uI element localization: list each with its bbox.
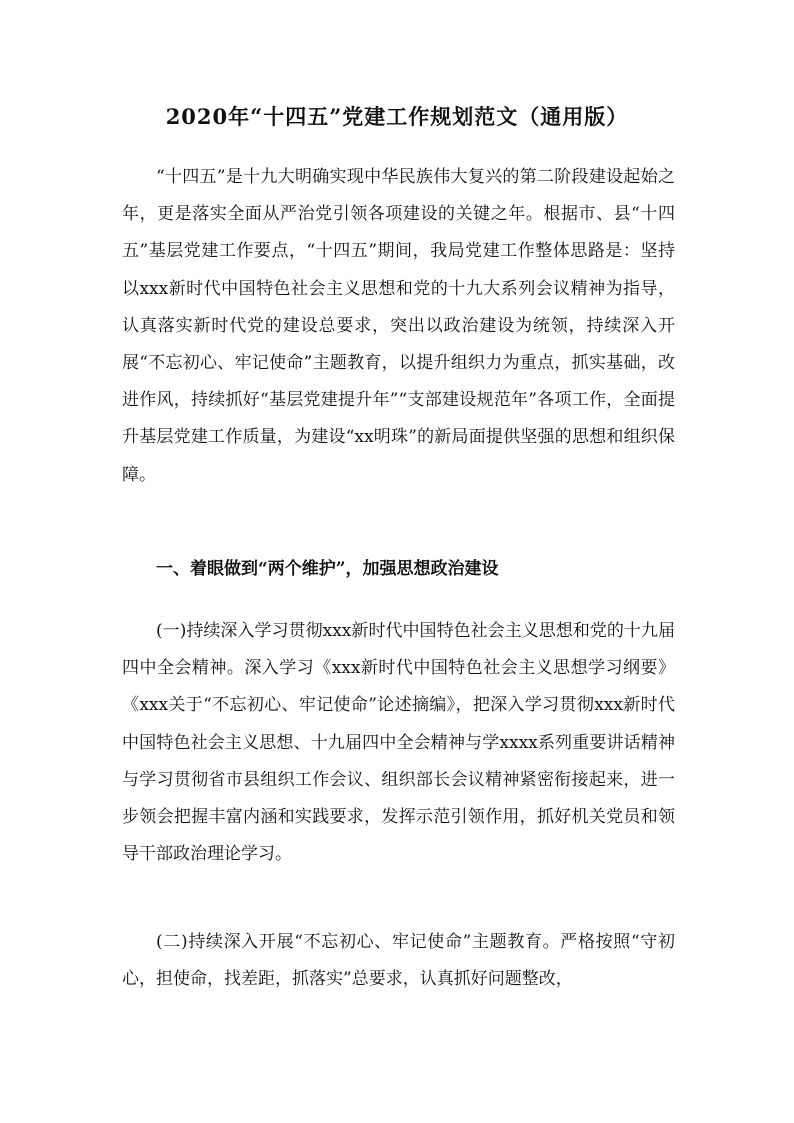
section-heading: 一、着眼做到“两个维护”，加强思想政治建设 xyxy=(156,559,499,579)
item-paragraph-1: (一)持续深入学习贯彻xxx新时代中国特色社会主义思想和党的十九届四中全会精神。深入学习《xxx新时代中国特色社会主义思想学习纲要》《xxx关于“不忘初心、牢记使命”论述摘编》，把深入学习贯彻xxx新时代中国特色社会主义思想、十九届四中全会精神与学xxxx系列重要讲话精神与学习贯彻省市县组织工作会议、组织部长会议精神紧密衔接起来，进一步领会把握丰富内涵和实践要求，发挥示范引领作用，抓好机关党员和领导干部政治理论学习。 xyxy=(122,621,675,865)
intro-paragraph: “十四五”是十九大明确实现中华民族伟大复兴的第二阶段建设起始之年，更是落实全面从严治党引领各项建设的关键之年。根据市、县“十四五”基层党建工作要点，“十四五”期间，我局党建工作整体思路是：坚持以xxx新时代中国特色社会主义思想和党的十九大系列会议精神为指导，认真落实新时代党的建设总要求，突出以政治建设为统领，持续深入开展“不忘初心、牢记使命”主题教育，以提升组织力为重点，抓实基础，改进作风，持续抓好“基层党建提升年”“支部建设规范年”各项工作，全面提升基层党建工作质量，为建设“xx明珠”的新局面提供坚强的思想和组织保障。 xyxy=(122,167,675,485)
document-title: 2020年“十四五”党建工作规划范文（通用版） xyxy=(165,104,629,129)
item-paragraph-2: (二)持续深入开展“不忘初心、牢记使命”主题教育。严格按照“守初心，担使命，找差距，抓落实”总要求，认真抓好问题整改， xyxy=(122,932,675,990)
